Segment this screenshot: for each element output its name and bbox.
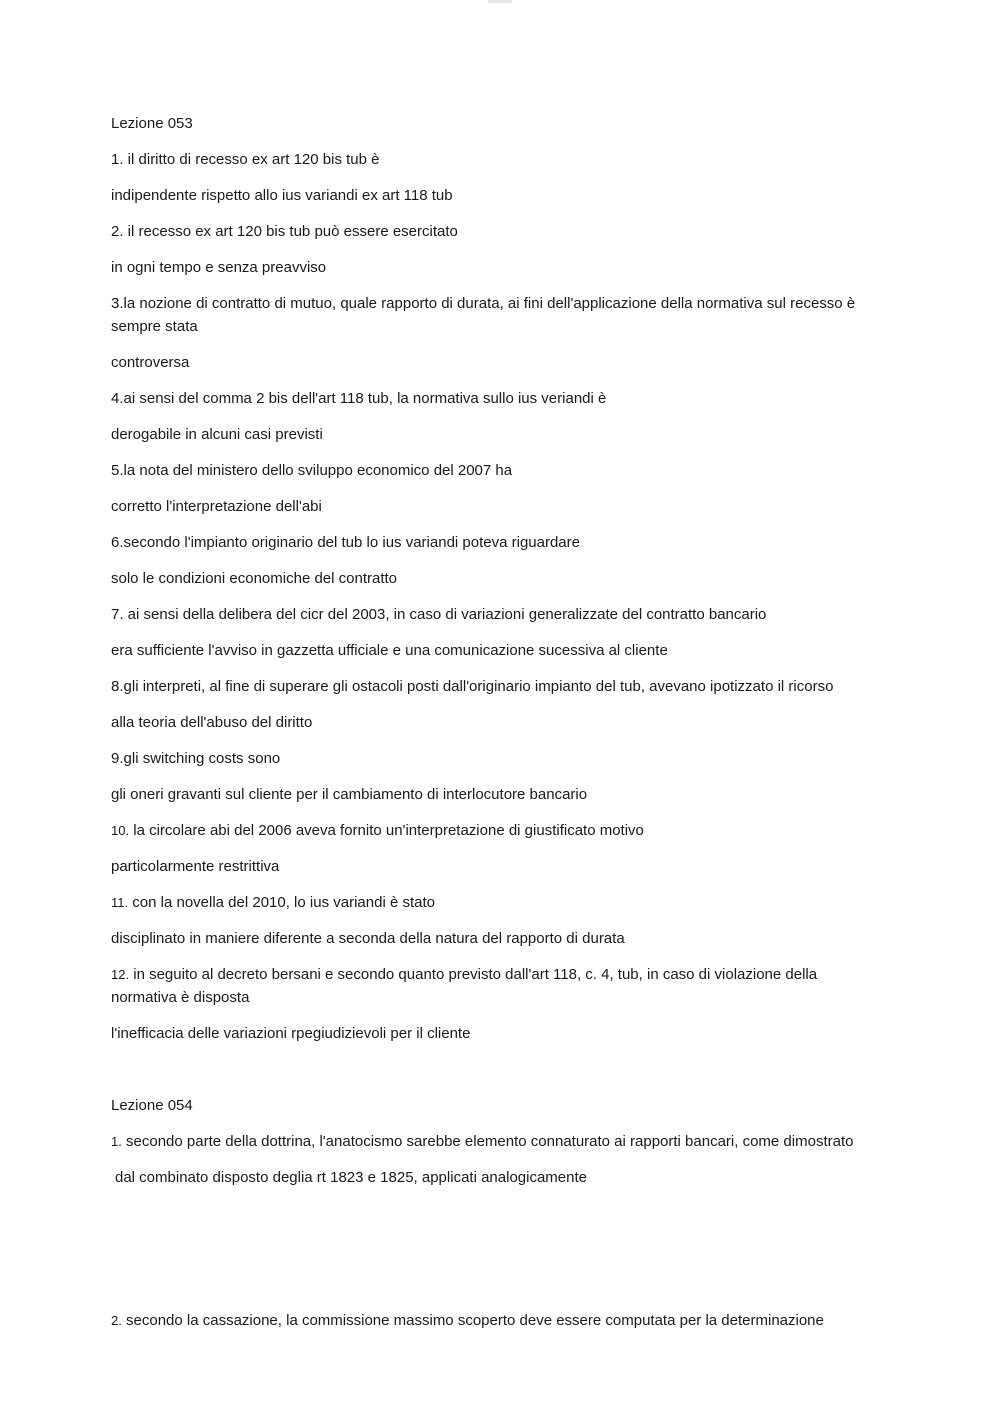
question-text: la nota del ministero dello sviluppo economico del 2007 ha	[123, 462, 513, 479]
question-text: la nozione di contratto di mutuo, quale rapporto di durata, ai fini dell'applicazione della normativa sul recesso è sempre stata	[111, 295, 856, 335]
answer: disciplinato in maniere diferente a seconda della natura del rapporto di durata	[111, 930, 625, 947]
question	[111, 1130, 881, 1153]
answer: particolarmente restrittiva	[111, 858, 280, 875]
question	[111, 531, 881, 554]
question-number: 7.	[111, 606, 124, 623]
question-text: secondo la cassazione, la commissione massimo scoperto deve essere computata per la determinazione	[121, 1312, 824, 1329]
question	[111, 819, 881, 842]
question-number: 4.	[111, 390, 124, 407]
lesson-title: Lezione 054	[111, 1097, 193, 1114]
question	[111, 1309, 881, 1332]
question	[111, 148, 881, 171]
question	[111, 963, 881, 1009]
header-mark	[488, 0, 512, 3]
answer: era sufficiente l'avviso in gazzetta ufficiale e una comunicazione sucessiva al cliente	[111, 642, 668, 659]
question-number: 1.	[111, 1134, 122, 1149]
question	[111, 292, 881, 338]
question-text: gli switching costs sono	[123, 750, 281, 767]
page-gap	[111, 1202, 881, 1309]
question-number: 8.	[111, 678, 124, 695]
question-number: 3.	[111, 295, 124, 312]
question-text: gli interpreti, al fine di superare gli ostacoli posti dall'originario impianto del tub, avevano ipotizzato il ricorso	[123, 678, 834, 695]
question-number: 2.	[111, 1313, 122, 1328]
document-body	[111, 112, 881, 1345]
answer: l'inefficacia delle variazioni rpegiudizievoli per il cliente	[111, 1025, 471, 1042]
question-number: 10.	[111, 823, 130, 838]
answer: corretto l'interpretazione dell'abi	[111, 498, 322, 515]
question-text: il diritto di recesso ex art 120 bis tub è	[123, 151, 380, 168]
answer: alla teoria dell'abuso del diritto	[111, 714, 313, 731]
answer: gli oneri gravanti sul cliente per il cambiamento di interlocutore bancario	[111, 786, 588, 803]
question-number: 11.	[111, 895, 129, 910]
question	[111, 891, 881, 914]
question-text: ai sensi del comma 2 bis dell'art 118 tub, la normativa sullo ius veriandi è	[123, 390, 607, 407]
question-number: 12.	[111, 967, 130, 982]
question-text: la circolare abi del 2006 aveva fornito un'interpretazione di giustificato motivo	[129, 822, 644, 839]
question-text: secondo l'impianto originario del tub lo ius variandi poteva riguardare	[123, 534, 580, 551]
question	[111, 220, 881, 243]
question-text: con la novella del 2010, lo ius variandi è stato	[128, 894, 435, 911]
answer: dal combinato disposto deglia rt 1823 e 1825, applicati analogicamente	[115, 1169, 587, 1186]
answer: in ogni tempo e senza preavviso	[111, 259, 327, 276]
question	[111, 747, 881, 770]
answer: controversa	[111, 354, 190, 371]
question-text: il recesso ex art 120 bis tub può essere esercitato	[123, 223, 458, 240]
section-spacer	[111, 1058, 881, 1094]
question-number: 2.	[111, 223, 124, 240]
question-number: 9.	[111, 750, 124, 767]
question-text: ai sensi della delibera del cicr del 2003, in caso di variazioni generalizzate del contratto bancario	[123, 606, 767, 623]
question-number: 1.	[111, 151, 124, 168]
question	[111, 675, 881, 698]
answer: indipendente rispetto allo ius variandi ex art 118 tub	[111, 187, 453, 204]
question-number: 6.	[111, 534, 124, 551]
question	[111, 603, 881, 626]
question-text: secondo parte della dottrina, l'anatocismo sarebbe elemento connaturato ai rapporti bancari, come dimostrato	[121, 1133, 854, 1150]
answer: derogabile in alcuni casi previsti	[111, 426, 323, 443]
lesson-title: Lezione 053	[111, 115, 193, 132]
question-number: 5.	[111, 462, 124, 479]
answer: solo le condizioni economiche del contratto	[111, 570, 398, 587]
question	[111, 459, 881, 482]
question	[111, 387, 881, 410]
question-text: in seguito al decreto bersani e secondo quanto previsto dall'art 118, c. 4, tub, in caso di violazione della normativa è disposta	[111, 966, 818, 1006]
